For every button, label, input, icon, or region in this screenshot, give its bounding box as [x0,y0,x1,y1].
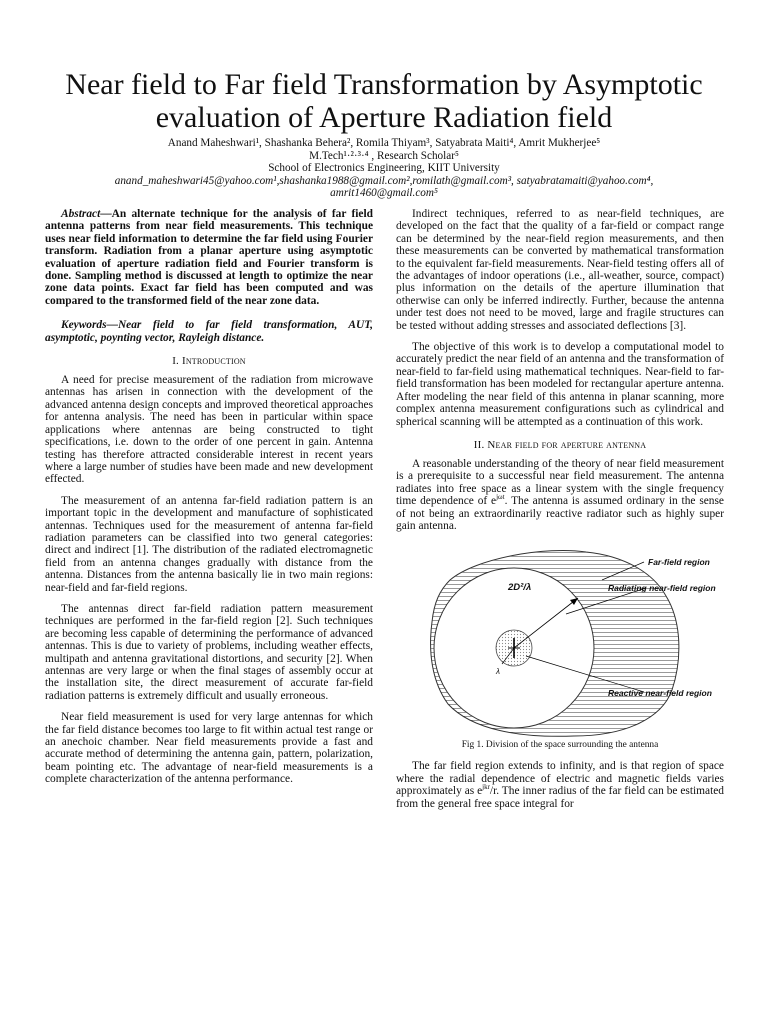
emails-line-1[interactable]: anand_maheshwari45@yahoo.com¹,shashanka1988@gmail.com²,romilath@gmail.com³, satyabratamaiti@yahoo.com⁴, [114,174,654,187]
intro-paragraph-2: The measurement of an antenna far-field radiation pattern is an important topic in the development and manufacture of sophisticated antennas. Techniques used for the measurement of antenna far-field radiation parameters can be classified into two general categories: direct and indirect [1]. The distribution of the radiated electromagnetic field from an antenna changes gradually with distance from the antenna. Distances from the antenna basically lie in two main regions: near-field and far-field regions. [45,494,373,594]
section-1-heading: I. Introduction [172,355,246,368]
emails-line-2[interactable]: amrit1460@gmail.com⁵ [330,187,438,199]
keywords: Keywords—Near field to far field transformation, AUT, asymptotic, poynting vector, Rayleigh distance. [45,319,373,344]
intro-paragraph-1: A need for precise measurement of the radiation from microwave antennas has arisen in connection with the development of the advanced antenna design concepts and improved theoretical approaches for antenna analysis. The need has been in particular within space applications where antennas are being constructed to tight specifications, i.e. down to the order of one percent in gain. Antenna testing has therefore attracted considerable interest in recent years where a large number of studies have been made and new development effected. [45,374,373,486]
intro-paragraph-4: Near field measurement is used for very large antennas for which the far field distance becomes too large to fit within actual test range or an anechoic chamber. Near field measurements provide a fast and accurate method of determining the antenna gain, pattern, polarization, beam pointing etc. The advantage of near-field measurements is a complete characterization of the antenna performance. [45,711,373,786]
right-column [396,208,724,810]
s2p2-superscript: jkr [482,783,490,792]
author-block [30,137,738,200]
s2p2-text-b: /r. The inner radius of the far field can be estimated from the general free space integral for [396,785,724,810]
left-column [45,208,373,786]
affiliation-line: School of Electronics Engineering, KIIT University [268,162,500,174]
abstract [45,208,373,307]
abstract-lead: Abstract [61,208,101,220]
authors-line: Anand Maheshwari¹, Shashanka Behera², Romila Thiyam³, Satyabrata Maiti⁴, Amrit Mukherjee⁵ [167,137,601,149]
s2p1-superscript: jωt [496,493,505,502]
abstract-text: —An alternate technique for the analysis of far field antenna patterns from near field measurements. This technique uses near field information to determine the far field using Fourier transform. Radiation from a planar aperture using asymptotic evaluation of aperture radiation field and Fourier transform is done. Sampling method is discussed at length to optimize the near zone data points. Exact far field has been computed and was compared to the transformed field of the near zone data. [45,208,373,307]
figure-1-caption: Fig 1. Division of the space surrounding the antenna [461,740,659,751]
paper-title: Near field to Far field Transformation by Asymptotic evaluation of Aperture Radiation field [65,68,703,134]
roles-line: M.Tech¹·²·³·⁴ , Research Scholar⁵ [309,149,459,162]
far-distance-label: 2D²/λ [508,582,532,594]
right-paragraph-2: The objective of this work is to develop a computational model to accurately predict the near field of an antenna and the transformation of near-field to far-field using mathematical techniques. Near-field to far-field transformation has been modeled for rectangular aperture antenna. After modeling the near field of this antenna in planar scanning, more complex antenna measurement configurations such as cylindrical and spherical scanning will be attempted as a continuation of this work. [396,341,724,428]
s2p1-text-a: A reasonable understanding of the theory of near field measurement is a prerequisite to a successful near field measurement. The antenna radiates into free space as a linear system with the single frequency time dependence of e [396,457,724,508]
s2p1-text-b: . The antenna is assumed ordinary in the sense of not being an extraordinarily reactive radiator such as highly super gain antenna. [396,495,724,532]
far-field-label: Far-field region [648,557,710,568]
field-regions-diagram [396,540,724,740]
radiating-near-field-label: Radiating near-field region [608,583,716,594]
section-2-heading: II. Near field for aperture antenna [473,438,647,451]
figure-1 [396,540,724,740]
section-2-paragraph-2 [396,760,724,810]
section-2-paragraph-1 [396,458,724,532]
intro-paragraph-3: The antennas direct far-field radiation pattern measurement techniques are performed in the far-field region [2]. Such techniques are becoming less capable of determining the performance of advanced antennas. This is due to variety of problems, including weather effects, multipath and antenna gravitational distortions, and security [2]. When antennas are very large or when the final stages of assembly occur at the installation site, the direct measurement of accurate far-field radiation patterns is extremely difficult and usually erroneous. [45,602,373,702]
right-paragraph-1: Indirect techniques, referred to as near-field techniques, are developed on the fact that the quality of a far-field or compact range can be determined by the near-field region measurements, and then these measurements can be converted by mathematical transformation to the equivalent far-field measurements. Near-field testing offers all of the advantages of indoor operations (i.e., all-weather, source, compact) plus information on the details of the aperture illumination that otherwise can only be inferred indirectly. Further, because the antenna under test does not need to be moved, large and fragile structures can be tested without adding stresses and associated deflections [3]. [396,208,724,332]
s2p2-text-a: The far field region extends to infinity, and is that region of space where the radial dependence of electric and magnetic fields varies approximately as e [396,760,724,798]
lambda-label: λ [496,667,500,677]
reactive-near-field-label: Reactive near-field region [608,688,712,699]
